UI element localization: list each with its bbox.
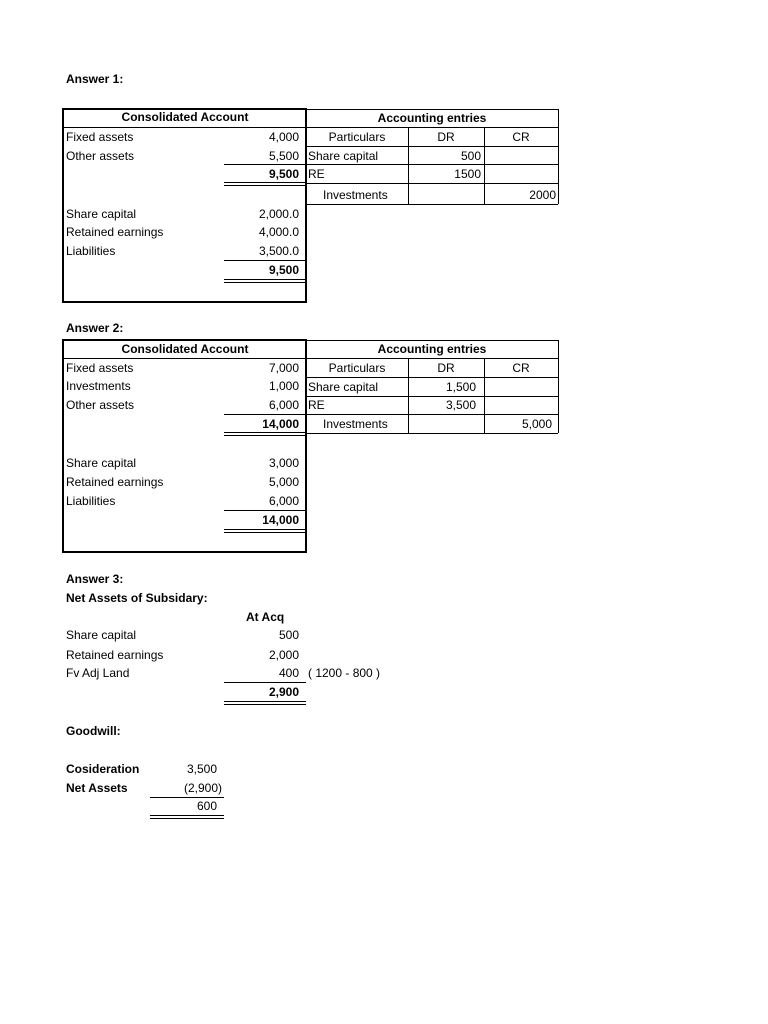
answer2-equity-label: Liabilities (66, 494, 116, 508)
answer2-entries-header-cr: CR (512, 361, 530, 375)
answer3-row-note: ( 1200 - 800 ) (308, 666, 381, 680)
answer2-heading: Answer 2: (66, 321, 124, 335)
answer1-equity-label: Retained earnings (66, 225, 164, 239)
answer1-equity-value: 4,000.0 (258, 225, 299, 239)
answer1-asset-value: 5,500 (268, 149, 299, 163)
answer2-assets-total: 14,000 (262, 417, 299, 431)
answer2-equity-value: 3,000 (268, 456, 299, 470)
answer3-heading: Answer 3: (66, 572, 124, 586)
answer1-asset-label: Other assets (66, 149, 135, 163)
answer2-asset-label: Other assets (66, 398, 135, 412)
goodwill-row-label: Cosideration (66, 762, 140, 776)
answer2-equity-label: Share capital (66, 456, 137, 470)
goodwill-row-value: (2,900) (183, 781, 222, 795)
answer2-asset-value: 6,000 (268, 398, 299, 412)
answer1-entry-cr: 2000 (529, 188, 556, 202)
answer3-row-label: Fv Adj Land (66, 666, 130, 680)
answer1-entry-particular: Investments (323, 188, 388, 202)
answer2-entry-cr: 5,000 (521, 417, 552, 431)
answer2-entries-header-dr: DR (437, 361, 455, 375)
answer2-equity-total: 14,000 (262, 513, 299, 527)
answer1-assets-total: 9,500 (268, 167, 299, 181)
answer2-entry-particular: Share capital (308, 380, 379, 394)
answer1-entries-title: Accounting entries (377, 111, 487, 125)
answer2-entries-header-particulars: Particulars (328, 361, 386, 375)
answer2-entry-particular: Investments (323, 417, 388, 431)
answer3-row-label: Share capital (66, 628, 137, 642)
answer2-equity-value: 6,000 (268, 494, 299, 508)
goodwill-total: 600 (196, 799, 217, 813)
answer3-row-value: 500 (278, 628, 299, 642)
answer1-entries-header-cr: CR (512, 130, 530, 144)
answer2-consolidated-title: Consolidated Account (121, 342, 249, 356)
answer1-equity-label: Liabilities (66, 244, 116, 258)
answer1-entry-dr: 500 (460, 149, 481, 163)
answer1-entry-particular: RE (308, 167, 325, 181)
answer2-entries-title: Accounting entries (377, 342, 487, 356)
answer1-equity-label: Share capital (66, 207, 137, 221)
answer1-heading: Answer 1: (66, 72, 124, 86)
answer3-subheading: Net Assets of Subsidary: (66, 591, 208, 605)
answer1-equity-total: 9,500 (268, 263, 299, 277)
answer1-entry-particular: Share capital (308, 149, 379, 163)
answer2-asset-value: 1,000 (268, 379, 299, 393)
answer1-equity-value: 3,500.0 (258, 244, 299, 258)
answer2-asset-label: Investments (66, 379, 131, 393)
goodwill-row-value: 3,500 (186, 762, 217, 776)
goodwill-heading: Goodwill: (66, 724, 121, 738)
answer1-entry-dr: 1500 (454, 167, 481, 181)
answer2-entry-particular: RE (308, 398, 325, 412)
answer3-row-value: 400 (278, 666, 299, 680)
answer1-entries-header-particulars: Particulars (328, 130, 386, 144)
answer1-entries-header-dr: DR (437, 130, 455, 144)
answer2-entry-dr: 3,500 (445, 398, 476, 412)
answer2-entry-dr: 1,500 (445, 380, 476, 394)
answer2-equity-value: 5,000 (268, 475, 299, 489)
answer2-asset-value: 7,000 (268, 361, 299, 375)
answer3-row-label: Retained earnings (66, 648, 164, 662)
answer2-equity-label: Retained earnings (66, 475, 164, 489)
goodwill-row-label: Net Assets (66, 781, 128, 795)
answer1-asset-value: 4,000 (268, 130, 299, 144)
answer1-consolidated-title: Consolidated Account (121, 110, 249, 124)
answer3-col-header: At Acq (246, 610, 285, 624)
answer3-total: 2,900 (268, 685, 299, 699)
answer3-row-value: 2,000 (268, 648, 299, 662)
answer1-asset-label: Fixed assets (66, 130, 134, 144)
answer2-asset-label: Fixed assets (66, 361, 134, 375)
answer1-equity-value: 2,000.0 (258, 207, 299, 221)
